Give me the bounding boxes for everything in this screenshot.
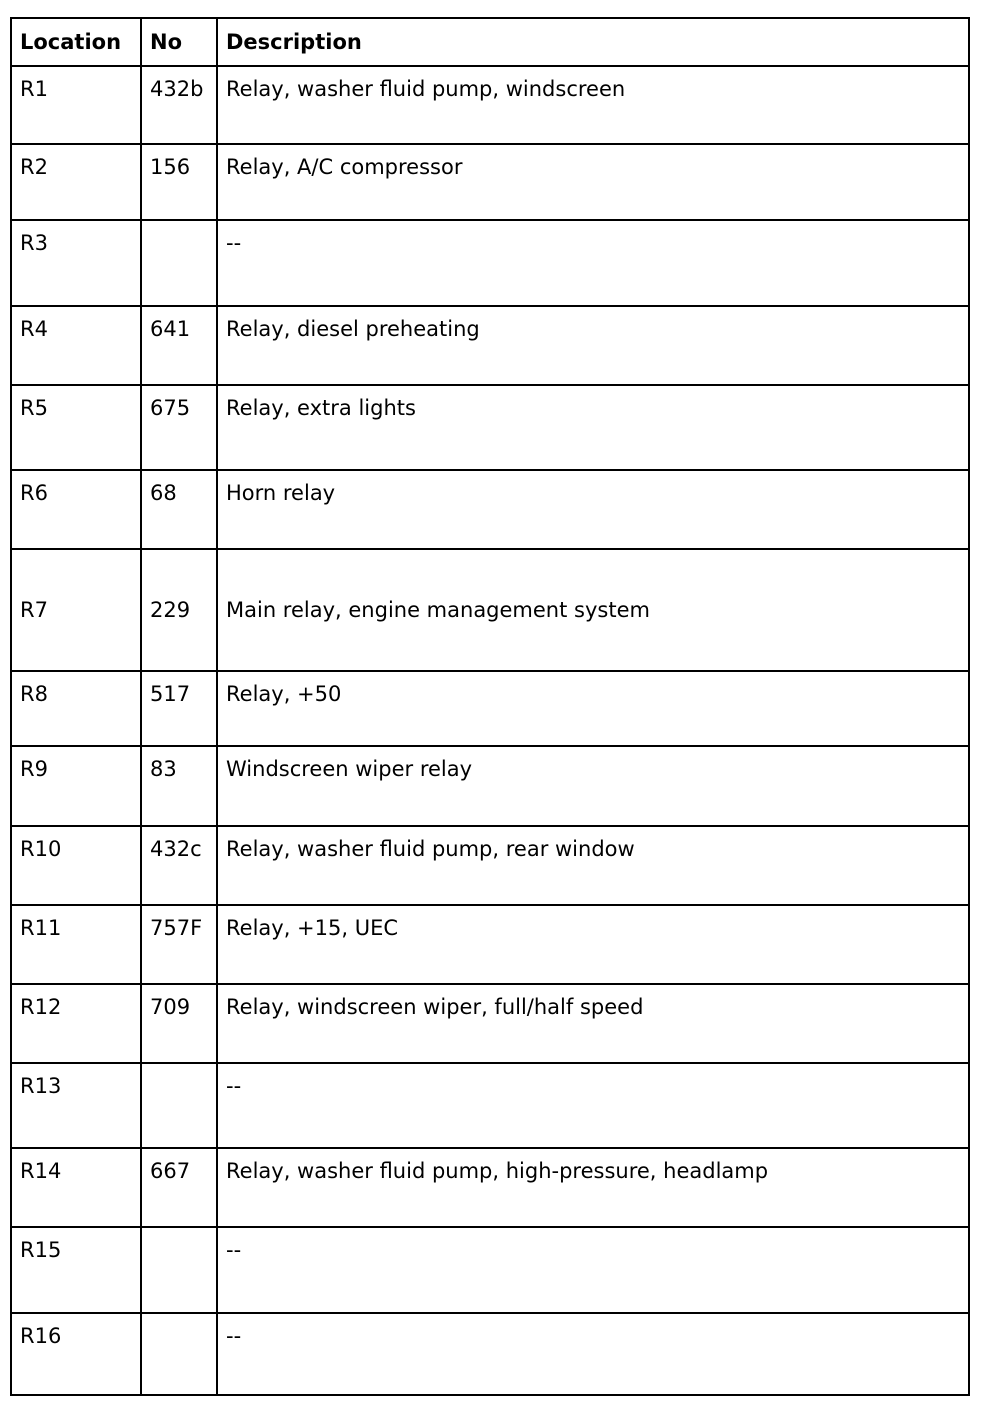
header-description: Description bbox=[217, 18, 969, 66]
table-row bbox=[11, 1313, 969, 1395]
cell-location: R13 bbox=[11, 1063, 141, 1148]
table-row bbox=[11, 385, 969, 470]
table-row bbox=[11, 746, 969, 826]
cell-description: Windscreen wiper relay bbox=[217, 746, 969, 826]
table-header-row bbox=[11, 18, 969, 66]
table-row bbox=[11, 549, 969, 671]
table-row bbox=[11, 66, 969, 144]
cell-description: Relay, washer fluid pump, rear window bbox=[217, 826, 969, 905]
cell-no: 83 bbox=[141, 746, 217, 826]
cell-no: 432c bbox=[141, 826, 217, 905]
cell-location: R3 bbox=[11, 220, 141, 306]
cell-no: 68 bbox=[141, 470, 217, 549]
cell-location: R15 bbox=[11, 1227, 141, 1313]
cell-description: Relay, washer fluid pump, windscreen bbox=[217, 66, 969, 144]
cell-location: R11 bbox=[11, 905, 141, 984]
table-row bbox=[11, 1063, 969, 1148]
cell-location: R12 bbox=[11, 984, 141, 1063]
cell-description: -- bbox=[217, 1313, 969, 1395]
cell-no: 517 bbox=[141, 671, 217, 746]
table-row bbox=[11, 1148, 969, 1227]
table-row bbox=[11, 671, 969, 746]
cell-no: 675 bbox=[141, 385, 217, 470]
cell-location: R2 bbox=[11, 144, 141, 220]
cell-description: Horn relay bbox=[217, 470, 969, 549]
cell-description: Main relay, engine management system bbox=[217, 549, 969, 671]
cell-location: R9 bbox=[11, 746, 141, 826]
table-row bbox=[11, 306, 969, 385]
table-row bbox=[11, 470, 969, 549]
table-row bbox=[11, 220, 969, 306]
relay-table bbox=[10, 17, 970, 1396]
cell-location: R5 bbox=[11, 385, 141, 470]
cell-description: Relay, +50 bbox=[217, 671, 969, 746]
cell-description: Relay, A/C compressor bbox=[217, 144, 969, 220]
cell-location: R6 bbox=[11, 470, 141, 549]
table-row bbox=[11, 984, 969, 1063]
cell-no: 432b bbox=[141, 66, 217, 144]
cell-no: 757F bbox=[141, 905, 217, 984]
cell-no: 709 bbox=[141, 984, 217, 1063]
cell-location: R8 bbox=[11, 671, 141, 746]
cell-description: Relay, windscreen wiper, full/half speed bbox=[217, 984, 969, 1063]
table-row bbox=[11, 144, 969, 220]
cell-description: Relay, diesel preheating bbox=[217, 306, 969, 385]
table-row bbox=[11, 905, 969, 984]
cell-description: -- bbox=[217, 1227, 969, 1313]
cell-location: R7 bbox=[11, 549, 141, 671]
header-location: Location bbox=[11, 18, 141, 66]
table-row bbox=[11, 1227, 969, 1313]
cell-location: R10 bbox=[11, 826, 141, 905]
table-row bbox=[11, 826, 969, 905]
cell-no: 156 bbox=[141, 144, 217, 220]
cell-location: R1 bbox=[11, 66, 141, 144]
cell-description: Relay, +15, UEC bbox=[217, 905, 969, 984]
cell-location: R14 bbox=[11, 1148, 141, 1227]
cell-no bbox=[141, 1063, 217, 1148]
cell-no: 229 bbox=[141, 549, 217, 671]
cell-description: -- bbox=[217, 1063, 969, 1148]
header-no: No bbox=[141, 18, 217, 66]
cell-no bbox=[141, 220, 217, 306]
cell-description: -- bbox=[217, 220, 969, 306]
cell-no bbox=[141, 1313, 217, 1395]
cell-description: Relay, extra lights bbox=[217, 385, 969, 470]
cell-location: R16 bbox=[11, 1313, 141, 1395]
cell-no bbox=[141, 1227, 217, 1313]
cell-no: 667 bbox=[141, 1148, 217, 1227]
cell-no: 641 bbox=[141, 306, 217, 385]
cell-description: Relay, washer fluid pump, high-pressure, headlamp bbox=[217, 1148, 969, 1227]
cell-location: R4 bbox=[11, 306, 141, 385]
